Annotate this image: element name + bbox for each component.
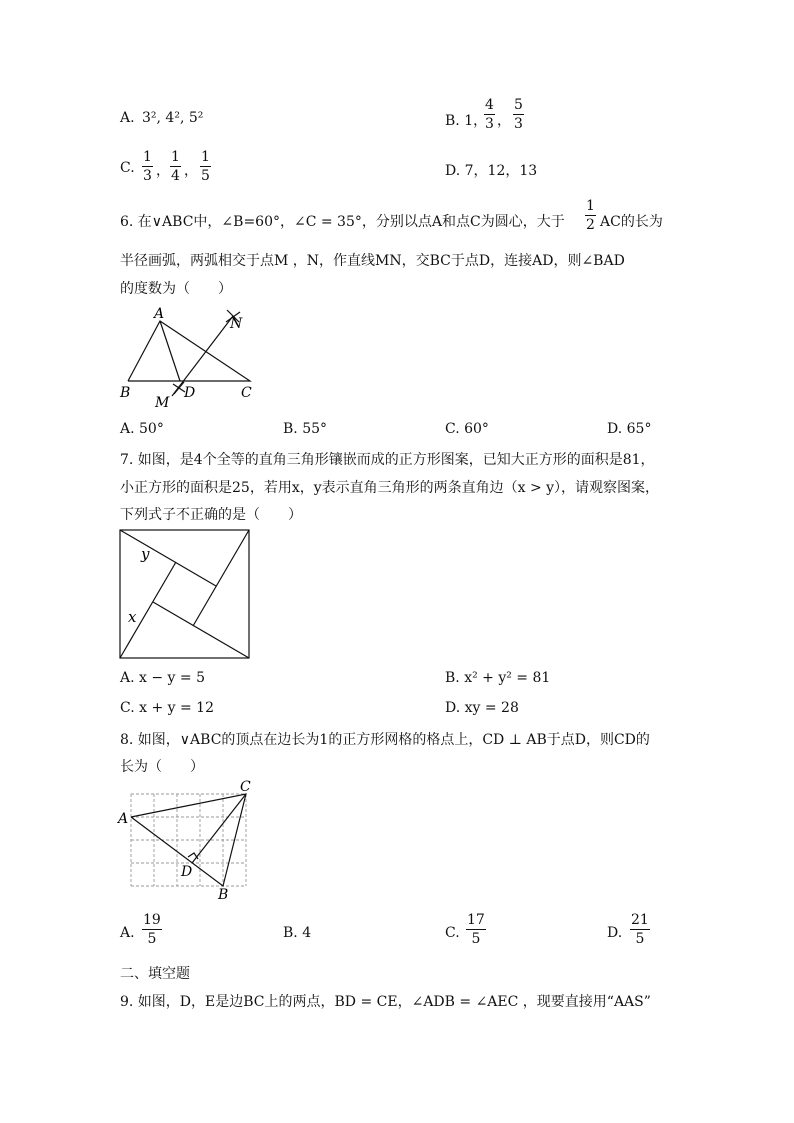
q6-figure-label-d: D (184, 385, 196, 401)
q7-option-b: B. x² + y² = 81 (445, 670, 551, 686)
q8-line-1: 8. 如图，∨ABC的顶点在边长为1的正方形网格的格点上，CD ⊥ AB于点D，则CD的 (120, 732, 650, 748)
q5-option-b-fraction-1: 4 3 (485, 97, 494, 132)
q7-line-2: 小正方形的面积是25，若用x，y表示直角三角形的两条直角边（x > y），请观察图案， (120, 480, 660, 496)
q5-option-c-fraction-1: 1 3 (143, 149, 152, 184)
q8-option-d-fraction: 21 5 (631, 912, 649, 947)
q6-option-c: C. 60° (445, 421, 489, 437)
q5-option-d-text: D. 7，12，13 (445, 163, 538, 179)
q8-grid-figure (115, 778, 265, 902)
q8-figure-label-b: B (218, 887, 229, 902)
q7-square-figure (118, 526, 252, 660)
q8-figure-label-d: D (181, 864, 193, 880)
q6-fraction-half: 1 2 (586, 198, 595, 233)
section-2-title: 二、填空题 (120, 966, 190, 982)
q5-option-c-fraction-3: 1 5 (201, 149, 210, 184)
q8-figure-label-a: A (118, 811, 129, 827)
q6-line-1: 6. 在∨ABC中，∠B=60°，∠C = 35°，分别以点A和点C为圆心，大于 (120, 214, 565, 230)
q5-option-b-fraction-2: 5 3 (514, 97, 523, 132)
q5-c-comma-1: ， (156, 163, 170, 179)
q5-c-comma-2: ， (184, 163, 198, 179)
q5-option-b-separator: ， (497, 113, 511, 129)
q6-triangle-figure (110, 300, 290, 410)
q5-option-c-fraction-2: 1 4 (171, 149, 180, 184)
q6-figure-label-n: N (230, 316, 243, 332)
q6-figure-label-b: B (120, 385, 131, 401)
q6-option-a: A. 50° (120, 421, 164, 437)
q6-line-2: 半径画弧，两弧相交于点M ，N，作直线MN，交BC于点D，连接AD，则∠BAD (120, 253, 625, 269)
q8-line-2: 长为（ ） (120, 759, 204, 775)
q7-figure-label-x: x (128, 608, 137, 626)
q7-option-a: A. x − y = 5 (120, 670, 205, 686)
q7-line-3: 下列式子不正确的是（ ） (120, 507, 302, 523)
q7-line-1: 7. 如图，是4个全等的直角三角形镶嵌而成的正方形图案，已知大正方形的面积是81， (120, 452, 655, 468)
q7-option-d: D. xy = 28 (445, 700, 519, 716)
q8-option-a-fraction: 19 5 (143, 912, 161, 947)
q6-option-b: B. 55° (283, 421, 328, 437)
q6-figure-label-a: A (154, 306, 165, 322)
q9-line-1: 9. 如图，D，E是边BC上的两点，BD = CE，∠ADB = ∠AEC ，现要直接用“AAS” (120, 994, 651, 1010)
q7-option-c: C. x + y = 12 (120, 700, 214, 716)
q8-option-c-fraction: 17 5 (467, 912, 485, 947)
q5-option-c-label: C. (120, 160, 135, 176)
q6-line-1-end: AC的长为 (600, 214, 663, 230)
q5-option-a-text: 3², 4², 5² (142, 110, 204, 126)
q6-option-d: D. 65° (607, 421, 652, 437)
q8-option-a-label: A. (120, 925, 135, 941)
q6-line-3: 的度数为（ ） (120, 281, 232, 297)
q8-option-d-label: D. (607, 925, 623, 941)
q6-figure-label-c: C (241, 385, 252, 401)
q7-figure-label-y: y (141, 545, 150, 563)
q6-figure-label-m: M (155, 395, 170, 410)
q8-option-c-label: C. (445, 925, 460, 941)
q8-option-b: B. 4 (283, 925, 312, 941)
q5-option-a-label: A. (120, 110, 135, 126)
q8-figure-label-c: C (240, 779, 251, 795)
q5-option-b-label: B. 1， (445, 113, 488, 129)
